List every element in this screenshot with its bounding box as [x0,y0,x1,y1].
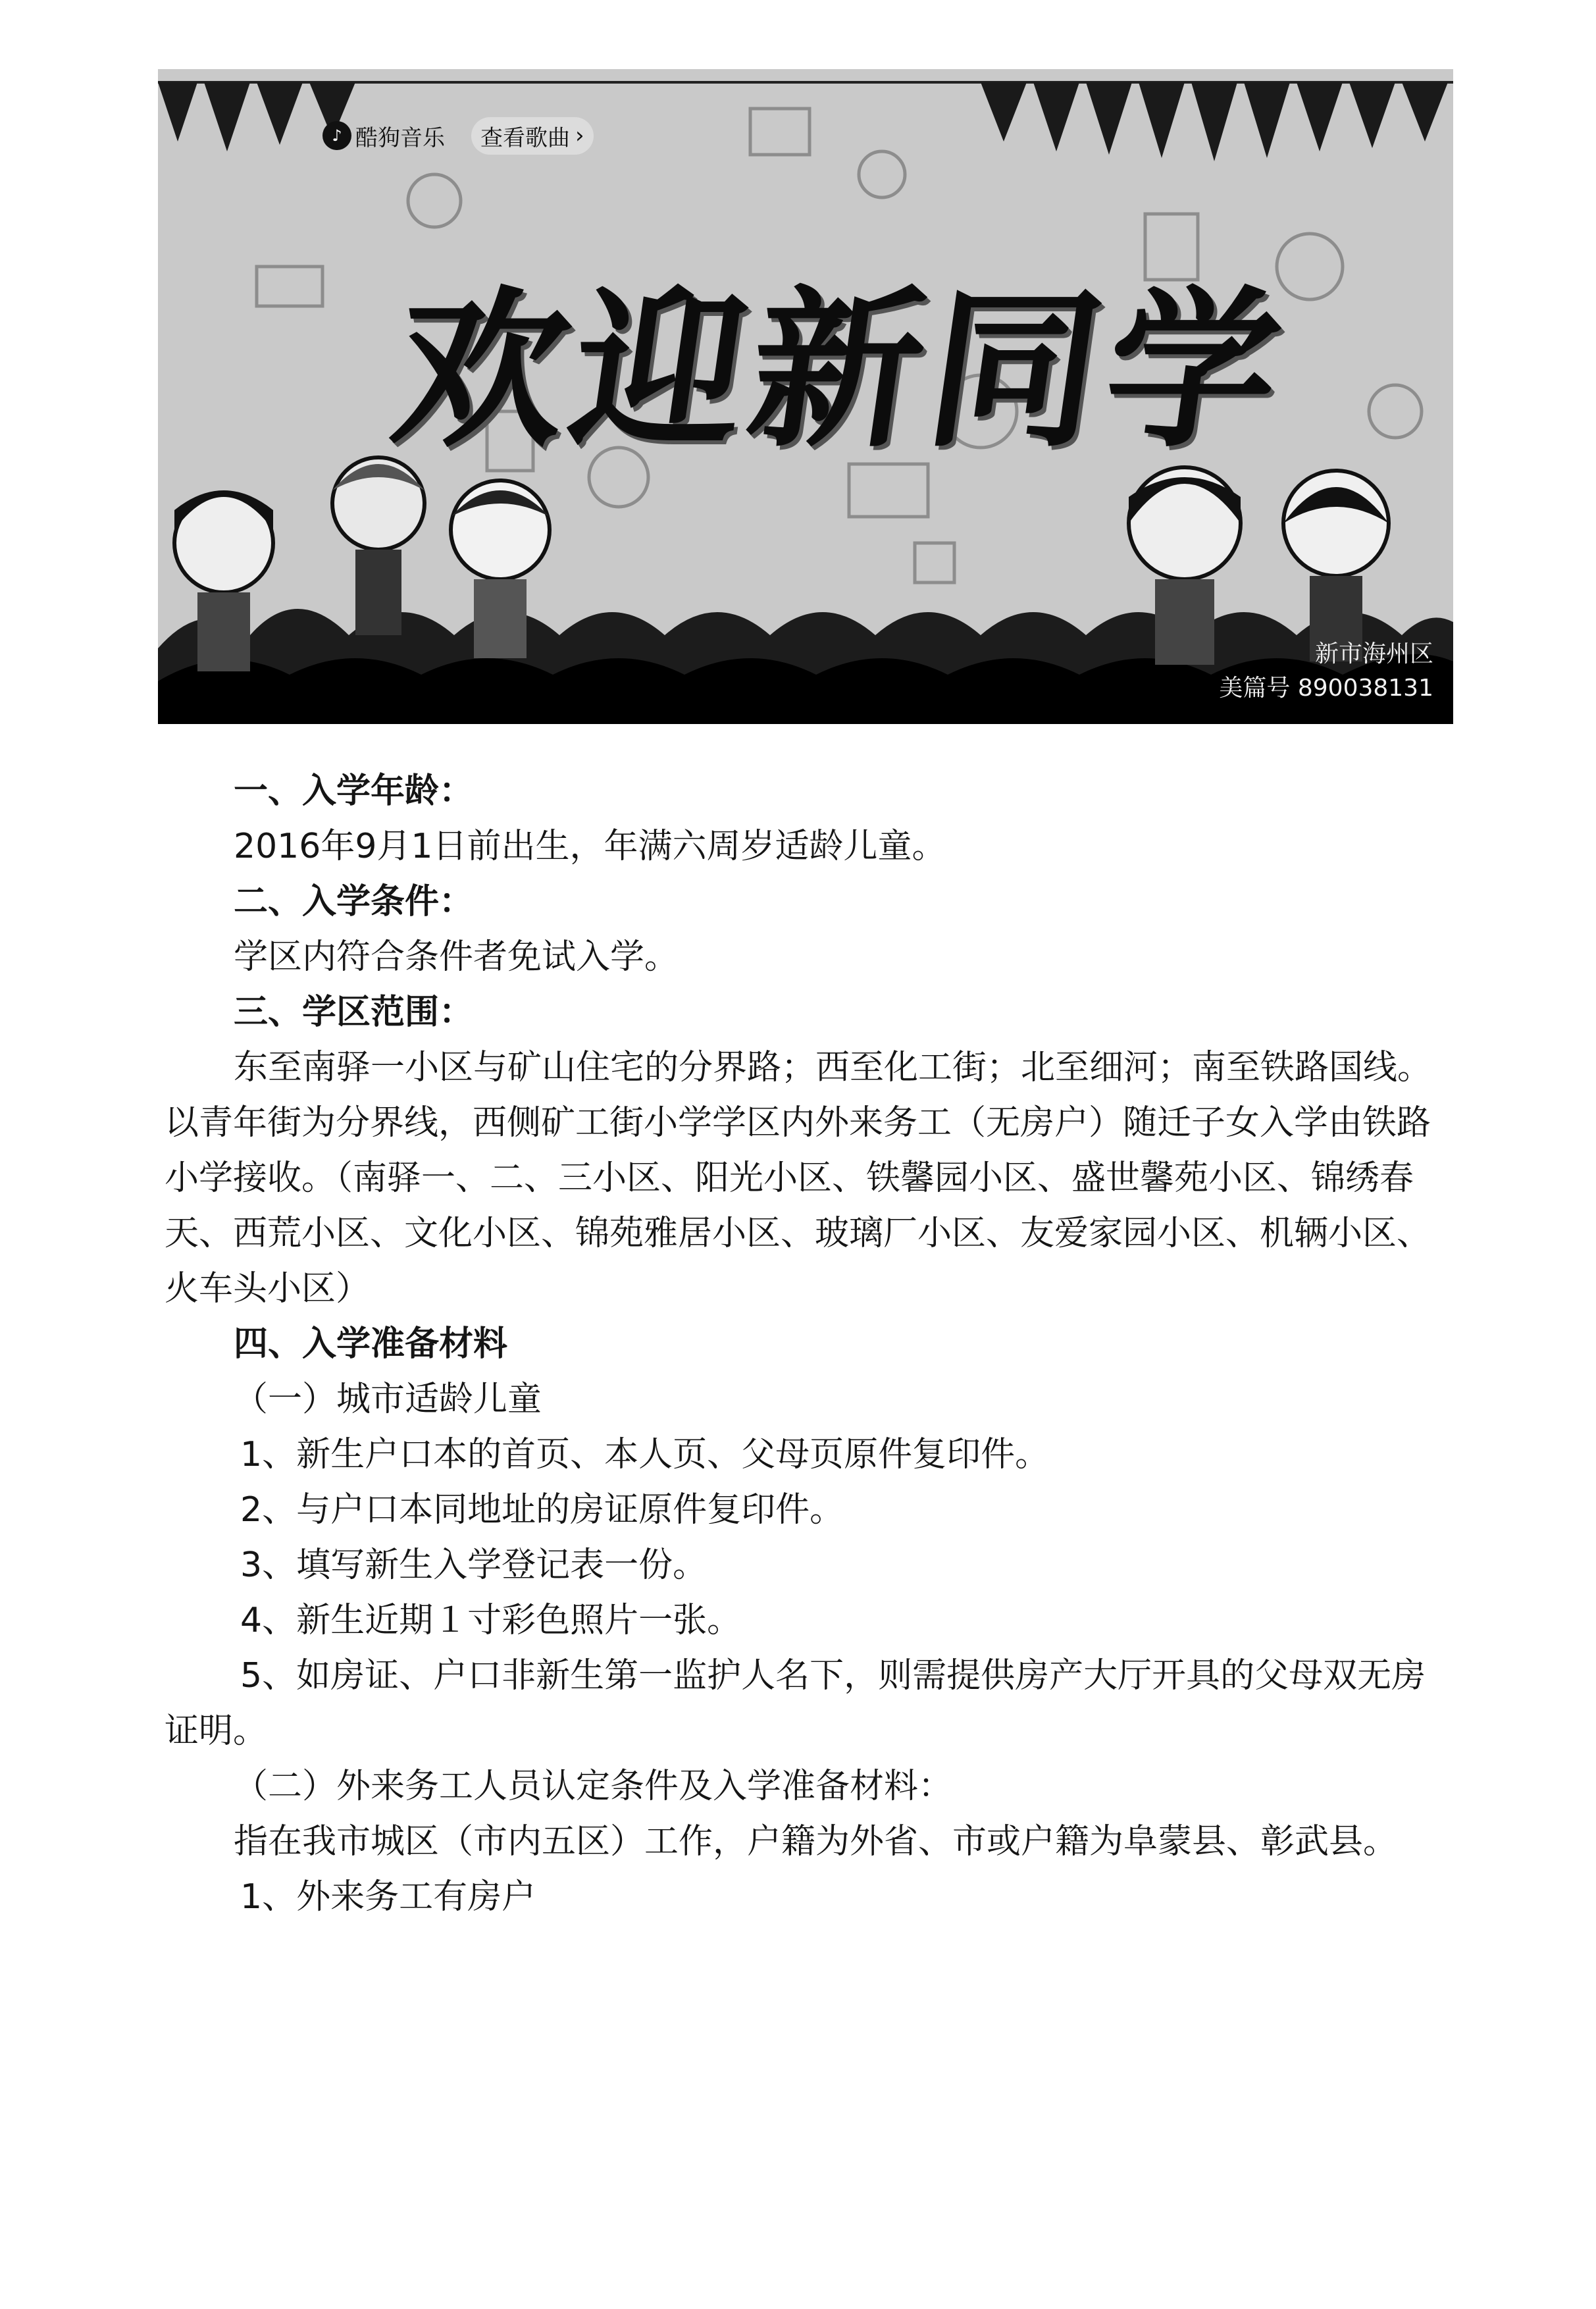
section-4-subheading-2: （二）外来务工人员认定条件及入学准备材料： [234,1767,953,1806]
section-2-text: 学区内符合条件者免试入学。 [234,937,679,977]
list-item: 1、新生户口本的首页、本人页、父母页原件复印件。 [240,1435,1050,1474]
section-4-sub2-item-1: 1、外来务工有房户 [240,1877,536,1917]
list-item: 5、如房证、户口非新生第一监护人名下，则需提供房产大厅开具的父母双无房证明。 [165,1656,1426,1751]
list-item: 3、填写新生入学登记表一份。 [240,1545,708,1585]
music-app-tag[interactable] [322,115,594,156]
music-app-name: 酷狗音乐 [355,124,445,151]
section-1-text: 2016年9月1日前出生，年满六周岁适龄儿童。 [234,827,946,866]
document-body [165,764,1454,1925]
section-4-sub2-text: 指在我市城区（市内五区）工作，户籍为外省、市或户籍为阜蒙县、彰武县。 [234,1822,1398,1861]
section-3-text: 东至南驿一小区与矿山住宅的分界路；西至化工街；北至细河；南至铁路国线。以青年街为分界线，西侧矿工街小学学区内外来务工（无房户）随迁子女入学由铁路小学接收。（南驿一、二、三小区、阳光小区、铁馨园小区、盛世馨苑小区、锦绣春天、西荒小区、文化小区、锦苑雅居小区、玻璃厂小区、友爱家园小区、机辆小区、火车头小区） [165,1048,1432,1309]
kugou-music-icon: ♪ [322,121,351,150]
list-item: 4、新生近期１寸彩色照片一张。 [240,1601,742,1640]
music-app-label [322,120,445,152]
banner-title: 欢迎新同学 [382,270,1299,471]
list-item: 2、与户口本同地址的房证原件复印件。 [240,1490,844,1530]
chevron-right-icon: › [575,122,584,149]
watermark-line-1: 新市海州区 [1314,640,1433,667]
banner-watermark [1219,637,1433,706]
section-3-heading: 三、学区范围： [234,993,474,1032]
section-1-heading: 一、入学年龄： [234,771,474,811]
section-2-heading: 二、入学条件： [234,882,474,921]
watermark-line-2: 美篇号 890038131 [1219,675,1433,702]
view-song-button[interactable] [471,117,594,155]
section-4-subheading-1: （一）城市适龄儿童 [234,1380,542,1419]
section-4-heading: 四、入学准备材料 [234,1324,508,1364]
view-song-label: 查看歌曲 [480,124,570,151]
welcome-banner [158,69,1453,724]
